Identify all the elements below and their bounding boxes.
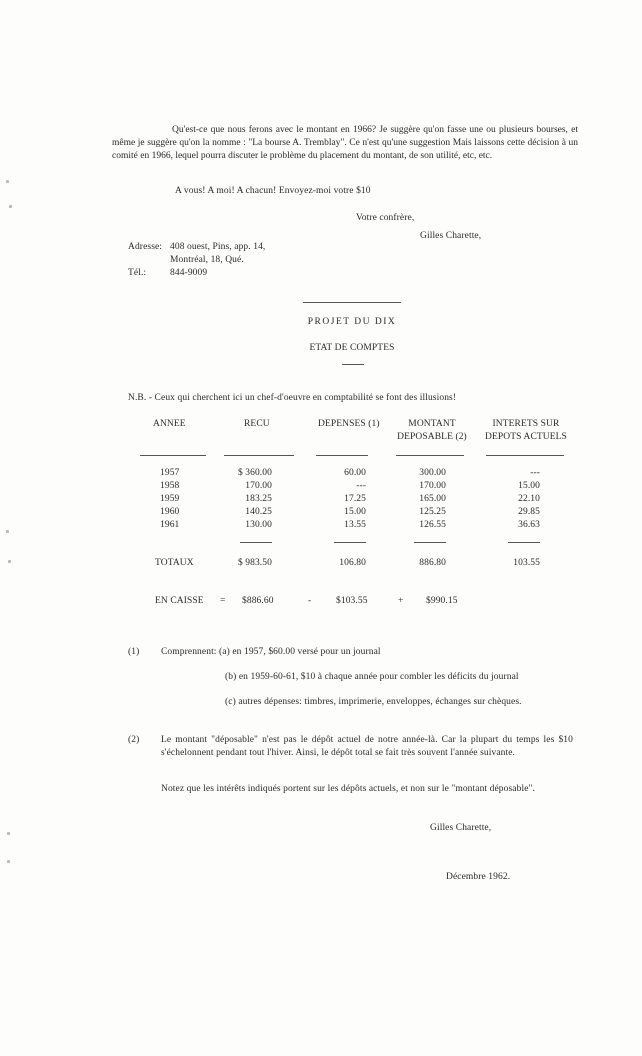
plus-sign: + xyxy=(398,596,404,606)
margin-mark xyxy=(7,860,10,863)
tel-value: 844-9009 xyxy=(170,268,208,278)
document-date: Décembre 1962. xyxy=(446,872,511,882)
cell-year: 1957 xyxy=(160,468,180,478)
cell-montant: 126.55 xyxy=(419,520,446,530)
note2-text2: Notez que les intérêts indiqués portent sur les dépôts actuels, et non sur le "montant déposable". xyxy=(161,784,535,794)
cell-depenses: --- xyxy=(356,481,366,491)
cell-recu: 130.00 xyxy=(245,520,272,530)
cell-interets: --- xyxy=(530,468,540,478)
signature: Gilles Charette, xyxy=(420,231,482,241)
header-depenses: DEPENSES (1) xyxy=(318,419,380,429)
note2-marker: (2) xyxy=(128,735,140,745)
cell-interets: 22.10 xyxy=(518,494,540,504)
intro-paragraph: Qu'est-ce que nous ferons avec le montant en 1966? Je suggère qu'on fasse une ou plusieurs bourses, et même je suggère qu'on la nomme : "La bourse A. Tremblay". Ce n'est qu'une suggestion Mais laissons cette décision à un comité en 1966, lequel pourra discuter le problème du placement du montant, de son utilité, etc, etc. xyxy=(112,125,578,161)
address-line1: 408 ouest, Pins, app. 14, xyxy=(170,242,266,252)
margin-mark xyxy=(8,560,11,563)
cell-year: 1961 xyxy=(160,520,180,530)
subtitle-rule xyxy=(342,364,364,365)
sum-rule xyxy=(508,542,540,543)
cell-depenses: 13.55 xyxy=(344,520,366,530)
cell-montant: 300.00 xyxy=(419,468,446,478)
header-montant: MONTANT xyxy=(408,419,456,429)
address-label: Adresse: xyxy=(128,242,163,252)
tel-label: Tél.: xyxy=(128,268,147,278)
cell-year: 1958 xyxy=(160,481,180,491)
total-montant: 886.80 xyxy=(419,558,446,568)
equals-sign: = xyxy=(220,596,226,606)
header-interets-2: DEPOTS ACTUELS xyxy=(485,432,567,442)
header-rule xyxy=(316,455,368,456)
cell-montant: 170.00 xyxy=(419,481,446,491)
cell-recu: 140.25 xyxy=(245,507,272,517)
note1-c: (c) autres dépenses: timbres, imprimerie, enveloppes, échanges sur chèques. xyxy=(225,697,522,707)
address-line2: Montréal, 18, Qué. xyxy=(170,255,244,265)
note1-b: (b) en 1959-60-61, $10 à chaque année pour combler les déficits du journal xyxy=(225,672,519,682)
doc-subtitle: ETAT DE COMPTES xyxy=(309,343,395,353)
header-interets: INTERETS SUR xyxy=(492,419,560,429)
note1-marker: (1) xyxy=(128,647,140,657)
cell-depenses: 15.00 xyxy=(344,507,366,517)
call-to-action: A vous! A moi! A chacun! Envoyez-moi votre $10 xyxy=(175,186,371,196)
cell-year: 1959 xyxy=(160,494,180,504)
cell-depenses: 60.00 xyxy=(344,468,366,478)
margin-mark xyxy=(6,530,9,533)
minus-sign: - xyxy=(308,596,312,606)
doc-title: PROJET DU DIX xyxy=(307,317,397,327)
title-rule xyxy=(303,302,401,303)
cell-recu: 183.25 xyxy=(245,494,272,504)
header-recu: RECU xyxy=(244,419,270,429)
cell-interets: 29.85 xyxy=(518,507,540,517)
note2-text: Le montant "déposable" n'est pas le dépôt actuel de notre année-là. Car la plupart du temps les $10 s'échelonnent pendant tout l'hiver. Ainsi, le dépôt total se fait très souvent l'année suivante. xyxy=(161,735,573,758)
cell-interets: 15.00 xyxy=(518,481,540,491)
sum-rule xyxy=(240,542,272,543)
nb-note: N.B. - Ceux qui cherchent ici un chef-d'oeuvre en comptabilité se font des illusions! xyxy=(128,393,457,403)
closing: Votre confrère, xyxy=(356,213,415,223)
header-annee: ANNEE xyxy=(153,419,186,429)
header-rule xyxy=(396,455,464,456)
margin-mark xyxy=(9,205,12,208)
en-caisse-v3: $990.15 xyxy=(426,596,458,606)
en-caisse-v1: $886.60 xyxy=(242,596,274,606)
en-caisse-v2: $103.55 xyxy=(336,596,368,606)
cell-year: 1960 xyxy=(160,507,180,517)
header-rule xyxy=(486,455,564,456)
total-depenses: 106.80 xyxy=(339,558,366,568)
totals-label: TOTAUX xyxy=(155,558,194,568)
sum-rule xyxy=(334,542,366,543)
cell-montant: 165.00 xyxy=(419,494,446,504)
cell-interets: 36.63 xyxy=(518,520,540,530)
header-rule xyxy=(140,455,206,456)
cell-recu: $ 360.00 xyxy=(237,468,272,478)
header-montant-2: DEPOSABLE (2) xyxy=(397,432,467,442)
header-rule xyxy=(224,455,294,456)
margin-mark xyxy=(6,180,9,183)
en-caisse-label: EN CAISSE xyxy=(155,596,204,606)
note1-a: Comprennent: (a) en 1957, $60.00 versé pour un journal xyxy=(161,647,381,657)
cell-recu: 170.00 xyxy=(245,481,272,491)
cell-depenses: 17.25 xyxy=(344,494,366,504)
closing-signature: Gilles Charette, xyxy=(430,823,492,833)
total-interets: 103.55 xyxy=(513,558,540,568)
margin-mark xyxy=(7,832,10,835)
sum-rule xyxy=(414,542,446,543)
cell-montant: 125.25 xyxy=(419,507,446,517)
total-recu: $ 983.50 xyxy=(237,558,272,568)
